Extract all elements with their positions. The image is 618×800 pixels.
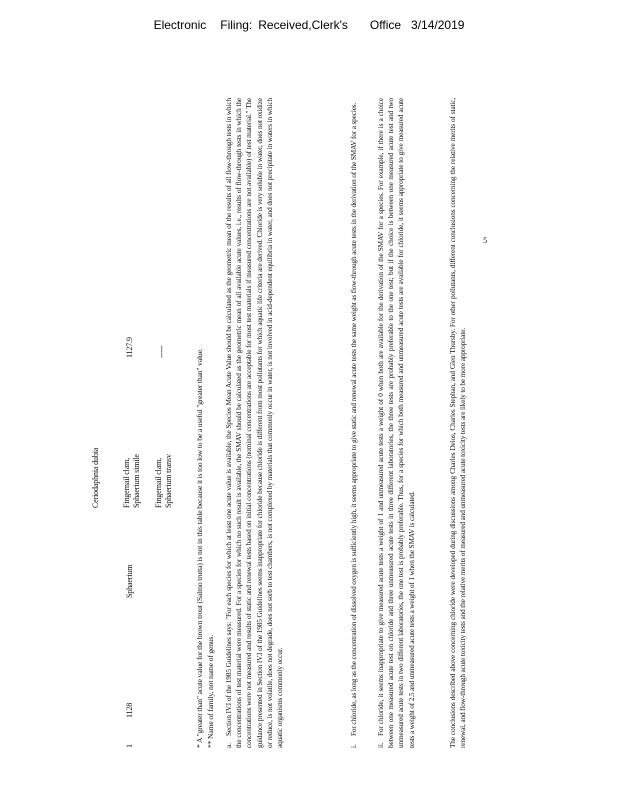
note-i: [349, 98, 359, 748]
table-fragment: [86, 88, 226, 748]
table-species-1: Fingernail clam, Sphaerium simile: [122, 454, 141, 508]
table-row-number: 1: [125, 744, 134, 748]
note-i-label: i.: [349, 744, 358, 748]
table-genus: Sphaerium: [125, 564, 134, 598]
table-value-2: -----: [157, 345, 166, 358]
footnote-2: ** Name of family, not name of genus.: [206, 634, 215, 748]
note-i-text: For chloride, as long as the concentration of dissolved oxygen is sufficiently high, it seems appropriate to give static and renewal acute tests the same weight as flow-through acute tests in the derivation of the SMAV for a species.: [349, 102, 358, 736]
table-species-2: Fingernail clam, Sphaerium transv: [154, 454, 173, 508]
header-filing: Filing:: [220, 18, 253, 32]
note-conclusion: The conclusions described above concerning chloride were developed during discussions among Charles Delos, Charles Stephan, and Glen Thursby. For other pollutants, different conclusions concerning the relative merits of static, renewal, and flow-through acute toxicity tests and the relative merits of measured and unmeasured acute toxicity tests are likely to be more appropriate.: [448, 98, 468, 748]
header-received: Received,Clerk's: [258, 18, 348, 32]
header-date: 3/14/2019: [411, 18, 465, 32]
table-value-1: 1127.9: [125, 337, 134, 358]
note-ii-text: For chloride, it seems inappropriate to give measured acute tests a weight of 1 and unmeasured acute tests a weight of 0 when both are available for the derivation of the SMAV for a species. For example, if there is a choice between one measured acute test on chloride and three unmeasured acute tests in three different laboratories, the three tests are probably preferable to the one test; but if the choice is between one measured acute test and two unmeasured acute tests in two different laboratories, the one test is probably preferable. Thus, for a species for which both measured and unmeasured acute tests are available for chloride, it seems appropriate to give measured acute tests a weight of 2.5 and unmeasured acute tests a weight of 1 when the SMAV is calculated.: [376, 98, 416, 748]
table-top-cell: Ceriodaphnia dubia: [91, 447, 100, 508]
table-row-code: 1128: [125, 702, 134, 718]
rotated-page-content: [86, 88, 506, 748]
note-ii-label: ii.: [376, 742, 385, 748]
page-number: 5: [483, 236, 487, 246]
note-a: [224, 98, 285, 748]
note-a-label: a.: [224, 743, 233, 748]
note-a-text: Section IV.I of the 1985 Guidelines says: "For each species for which at least one acute value is available, the Species Mean Acute Value should be calculated as the geometric mean of the results of all flow-through tests in which the concentrations of test material were measured. For a species for which no such result is available, the SMAV should be calculated as the geometric mean of all available acute values, i.e., results of flow-through tests in which the concentrations were not measured and results of static and renewal tests based on initial concentrations (nominal concentrations are acceptable for most test materials if measured concentrations are not available) of test material." The guidance presented in Section IV.I of the 1985 Guidelines seems inappropriate for chloride because chloride is different from most pollutants for which aquatic life criteria are derived. Chloride is very soluble in water, does not oxidize or reduce, is not volatile, does not degrade, does not sorb to test chambers, is not complexed by materials that commonly occur in water, is not involved in acid-dependent equilibria in water, and does not precipitate in waters in which aquatic organisms commonly occur.: [224, 98, 285, 748]
footnote-1: * A "greater than" acute value for the brown trout (Salmo trutta) is not in this table because it is too low to be a useful "greater than" value.: [195, 348, 204, 748]
header-electronic: Electronic: [153, 18, 207, 32]
header-office: Office: [369, 18, 402, 32]
note-ii: [376, 98, 417, 748]
filing-header: [0, 18, 618, 32]
